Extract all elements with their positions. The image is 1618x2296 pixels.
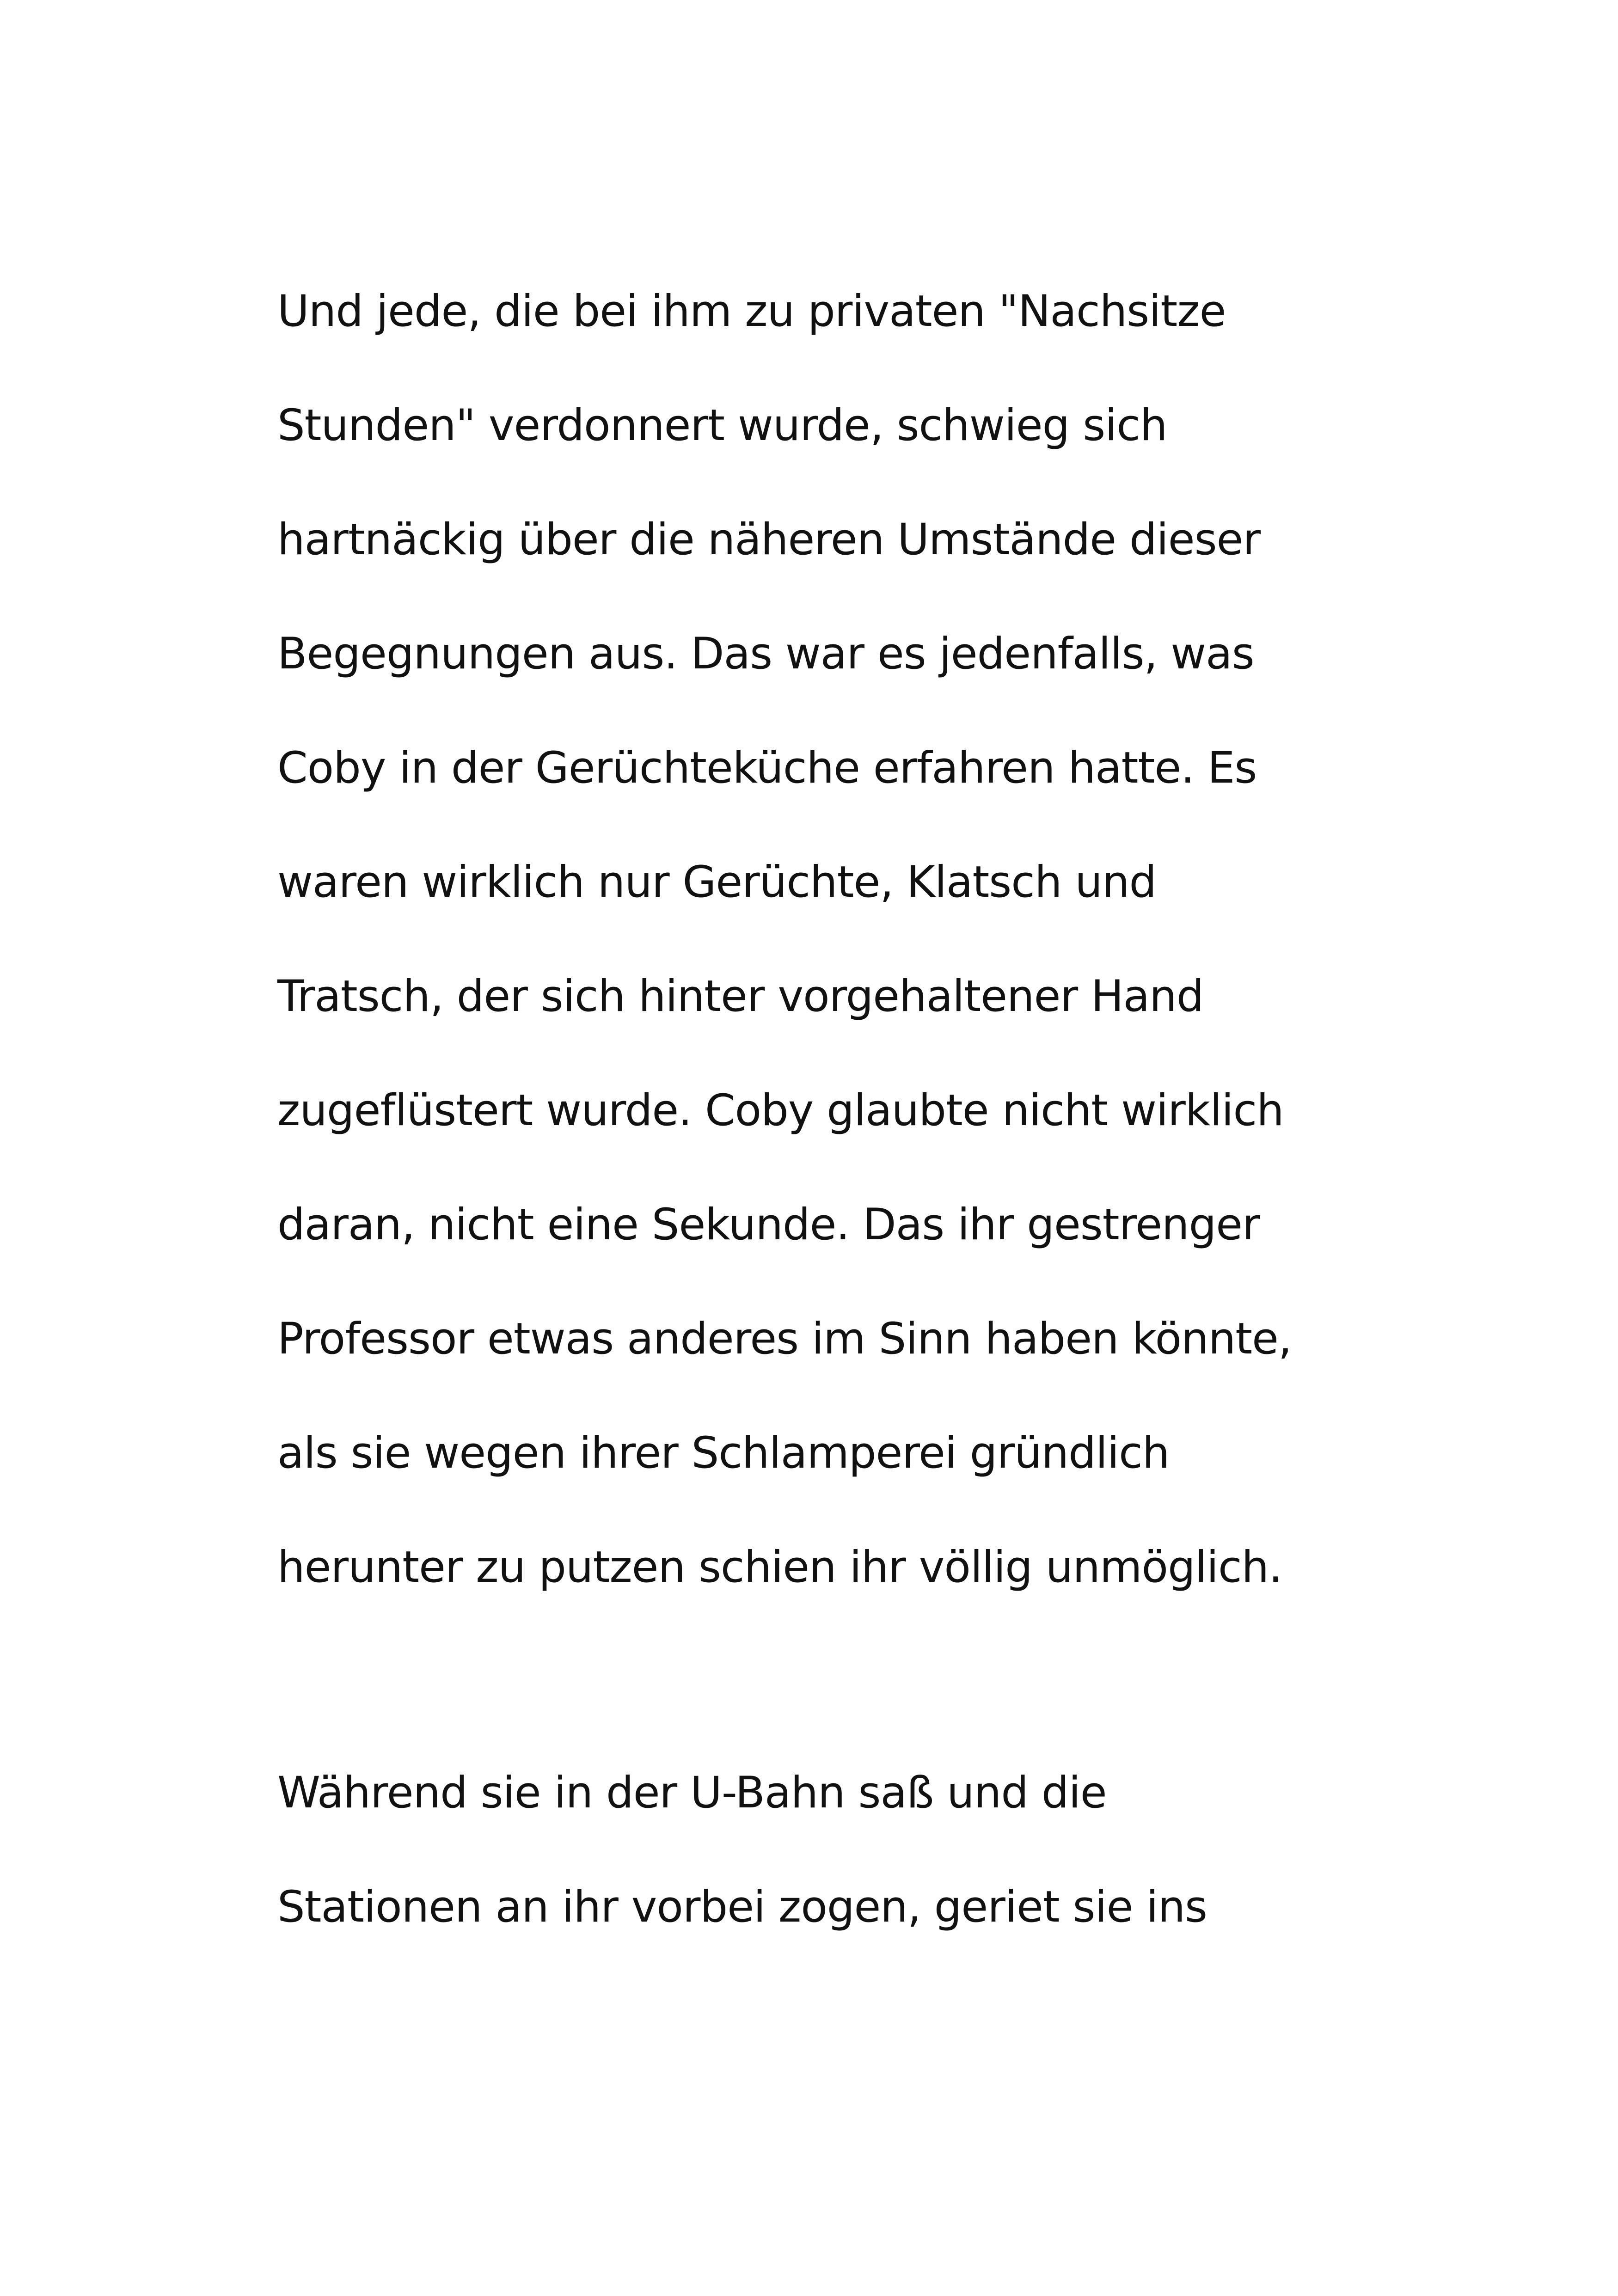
text-line: waren wirklich nur Gerüchte, Klatsch und: [277, 857, 1157, 907]
text-line: zugeflüstert wurde. Coby glaubte nicht wirklich: [277, 1085, 1284, 1136]
text-line: Coby in der Gerüchteküche erfahren hatte. Es: [277, 743, 1257, 793]
text-line: daran, nicht eine Sekunde. Das ihr gestrenger: [277, 1200, 1260, 1250]
text-line: als sie wegen ihrer Schlamperei gründlich: [277, 1428, 1170, 1478]
paragraph-1: [277, 254, 1618, 1624]
text-line: herunter zu putzen schien ihr völlig unmöglich.: [277, 1542, 1282, 1592]
text-line: Stunden" verdonnert wurde, schwieg sich: [277, 400, 1167, 451]
paragraph-2: [277, 1736, 1618, 1964]
text-line: Professor etwas anderes im Sinn haben könnte,: [277, 1314, 1292, 1364]
text-line: Begegnungen aus. Das war es jedenfalls, was: [277, 629, 1254, 679]
text-line: Stationen an ihr vorbei zogen, geriet sie ins: [277, 1882, 1207, 1932]
text-line: Während sie in der U-Bahn saß und die: [277, 1768, 1107, 1818]
text-line: Tratsch, der sich hinter vorgehaltener Hand: [277, 971, 1204, 1022]
text-line: hartnäckig über die näheren Umstände dieser: [277, 514, 1261, 565]
text-line: Und jede, die bei ihm zu privaten "Nachsitze: [277, 286, 1226, 337]
